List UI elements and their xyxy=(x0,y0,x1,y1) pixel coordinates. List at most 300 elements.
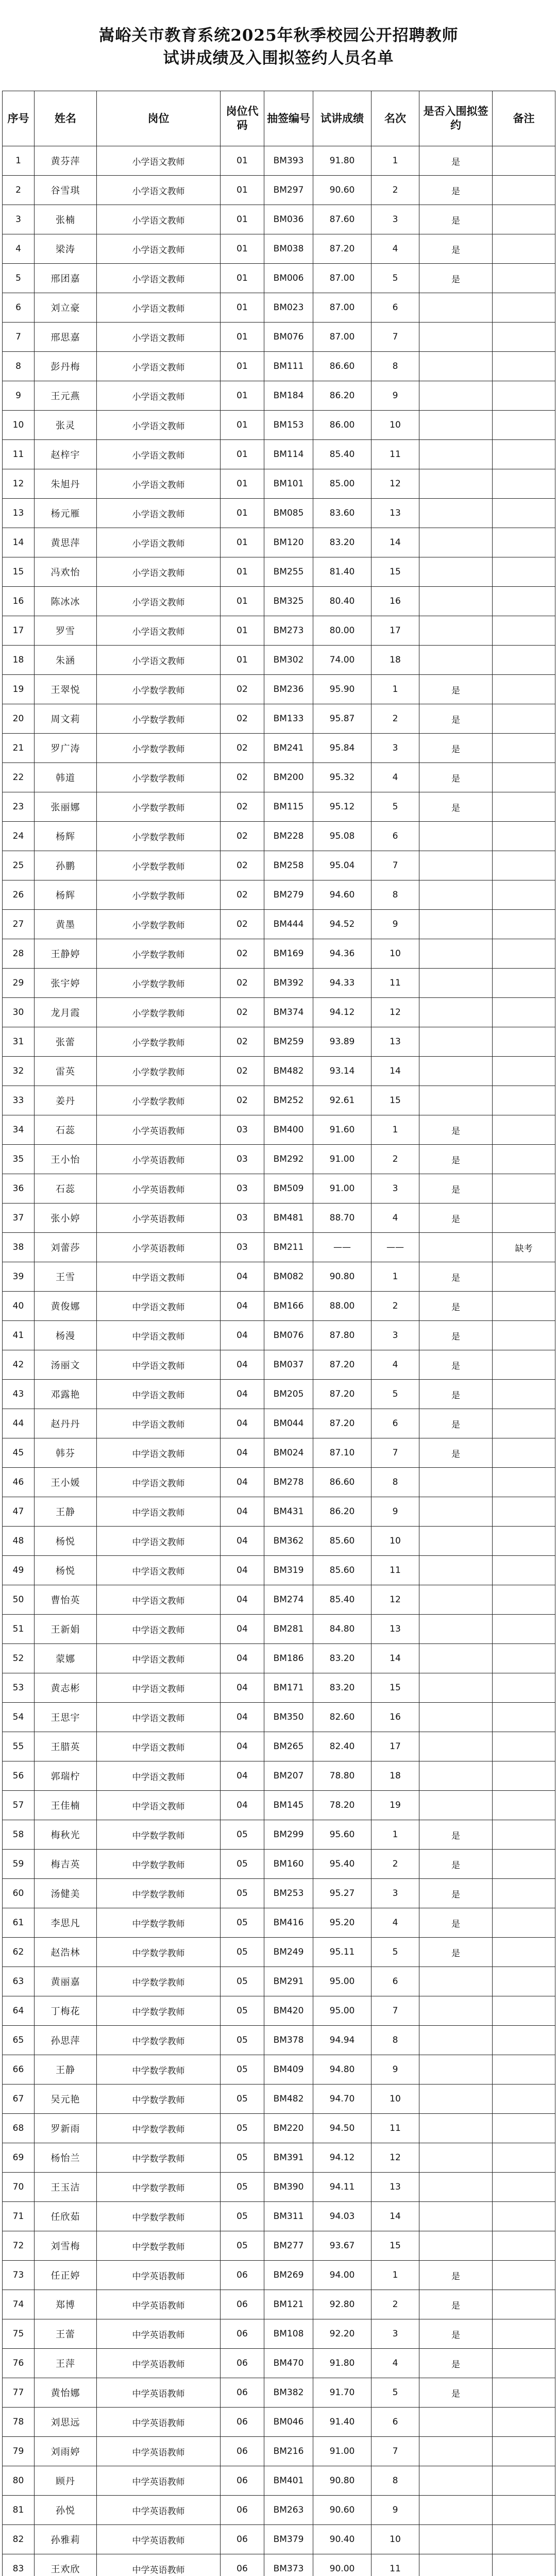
table-row xyxy=(3,998,555,1027)
cell-remark xyxy=(493,205,555,234)
table-row xyxy=(3,587,555,616)
cell-post: 小学数学教师 xyxy=(97,998,221,1027)
header-name: 姓名 xyxy=(35,91,97,146)
cell-index: 51 xyxy=(3,1615,35,1644)
cell-remark xyxy=(493,1497,555,1527)
cell-shortlisted xyxy=(419,1967,493,1996)
cell-score: 95.27 xyxy=(313,1879,372,1908)
cell-post-code: 02 xyxy=(221,969,264,998)
cell-post: 中学数学教师 xyxy=(97,2173,221,2202)
cell-post-code: 02 xyxy=(221,880,264,910)
cell-draw-no: BM211 xyxy=(264,1233,313,1262)
header-post: 岗位 xyxy=(97,91,221,146)
cell-post-code: 05 xyxy=(221,2114,264,2143)
cell-post: 中学语文教师 xyxy=(97,1527,221,1556)
cell-draw-no: BM311 xyxy=(264,2202,313,2231)
cell-name: 李思凡 xyxy=(35,1908,97,1938)
cell-rank: 7 xyxy=(372,2437,419,2466)
cell-name: 冯欢怡 xyxy=(35,557,97,587)
cell-name: 黄墨 xyxy=(35,910,97,939)
cell-score: 95.84 xyxy=(313,734,372,763)
cell-remark xyxy=(493,1086,555,1115)
cell-remark xyxy=(493,2084,555,2114)
table-row xyxy=(3,234,555,264)
cell-score: 87.20 xyxy=(313,1409,372,1438)
cell-score: 95.00 xyxy=(313,1967,372,1996)
cell-shortlisted: 是 xyxy=(419,1350,493,1380)
header-score: 试讲成绩 xyxy=(313,91,372,146)
cell-index: 25 xyxy=(3,851,35,880)
cell-shortlisted xyxy=(419,851,493,880)
cell-index: 71 xyxy=(3,2202,35,2231)
cell-name: 朱涵 xyxy=(35,646,97,675)
cell-remark xyxy=(493,2349,555,2378)
cell-shortlisted: 是 xyxy=(419,763,493,792)
cell-rank: 12 xyxy=(372,2143,419,2173)
cell-post: 中学语文教师 xyxy=(97,1703,221,1732)
cell-shortlisted xyxy=(419,646,493,675)
cell-score: 83.60 xyxy=(313,499,372,528)
cell-remark xyxy=(493,2437,555,2466)
cell-draw-no: BM120 xyxy=(264,528,313,557)
cell-name: 曹怡英 xyxy=(35,1585,97,1615)
cell-index: 46 xyxy=(3,1468,35,1497)
table-row xyxy=(3,2290,555,2319)
cell-score: 90.80 xyxy=(313,1262,372,1292)
cell-post: 中学英语教师 xyxy=(97,2437,221,2466)
cell-draw-no: BM184 xyxy=(264,381,313,411)
cell-draw-no: BM274 xyxy=(264,1585,313,1615)
cell-post: 中学英语教师 xyxy=(97,2554,221,2576)
cell-draw-no: BM085 xyxy=(264,499,313,528)
cell-shortlisted xyxy=(419,1086,493,1115)
cell-rank: 6 xyxy=(372,822,419,851)
header-remark: 备注 xyxy=(493,91,555,146)
cell-post: 中学数学教师 xyxy=(97,2055,221,2084)
cell-rank: 5 xyxy=(372,2378,419,2408)
table-row xyxy=(3,1027,555,1057)
cell-draw-no: BM006 xyxy=(264,264,313,293)
cell-post: 小学数学教师 xyxy=(97,969,221,998)
cell-shortlisted xyxy=(419,2143,493,2173)
cell-draw-no: BM259 xyxy=(264,1027,313,1057)
cell-post-code: 04 xyxy=(221,1585,264,1615)
cell-index: 66 xyxy=(3,2055,35,2084)
cell-shortlisted xyxy=(419,910,493,939)
cell-post-code: 06 xyxy=(221,2496,264,2525)
cell-score: 95.00 xyxy=(313,1996,372,2026)
cell-index: 9 xyxy=(3,381,35,411)
cell-post: 小学语文教师 xyxy=(97,264,221,293)
cell-draw-no: BM044 xyxy=(264,1409,313,1438)
cell-post-code: 02 xyxy=(221,851,264,880)
document-title xyxy=(0,0,557,91)
cell-index: 26 xyxy=(3,880,35,910)
cell-score: 86.00 xyxy=(313,411,372,440)
cell-draw-no: BM390 xyxy=(264,2173,313,2202)
cell-index: 43 xyxy=(3,1380,35,1409)
cell-name: 周文莉 xyxy=(35,704,97,734)
cell-post-code: 01 xyxy=(221,264,264,293)
cell-post-code: 01 xyxy=(221,146,264,176)
cell-draw-no: BM153 xyxy=(264,411,313,440)
cell-name: 黄俊娜 xyxy=(35,1292,97,1321)
cell-score: 94.70 xyxy=(313,2084,372,2114)
cell-score: 85.40 xyxy=(313,440,372,469)
cell-draw-no: BM114 xyxy=(264,440,313,469)
cell-post: 小学数学教师 xyxy=(97,763,221,792)
cell-rank: 9 xyxy=(372,2496,419,2525)
cell-name: 赵丹丹 xyxy=(35,1409,97,1438)
cell-name: 刘雨婷 xyxy=(35,2437,97,2466)
cell-score: 82.40 xyxy=(313,1732,372,1761)
cell-remark xyxy=(493,440,555,469)
cell-remark xyxy=(493,2202,555,2231)
cell-score: 90.60 xyxy=(313,2496,372,2525)
cell-draw-no: BM273 xyxy=(264,616,313,646)
cell-index: 21 xyxy=(3,734,35,763)
table-row xyxy=(3,1350,555,1380)
cell-score: 91.00 xyxy=(313,1174,372,1204)
cell-name: 孙鹏 xyxy=(35,851,97,880)
cell-draw-no: BM186 xyxy=(264,1644,313,1673)
table-row xyxy=(3,1380,555,1409)
table-row xyxy=(3,704,555,734)
cell-rank: 6 xyxy=(372,293,419,323)
cell-draw-no: BM220 xyxy=(264,2114,313,2143)
cell-shortlisted xyxy=(419,2408,493,2437)
cell-draw-no: BM024 xyxy=(264,1438,313,1468)
table-row xyxy=(3,1908,555,1938)
cell-post: 中学语文教师 xyxy=(97,1497,221,1527)
cell-remark xyxy=(493,734,555,763)
cell-shortlisted: 是 xyxy=(419,734,493,763)
cell-post: 小学语文教师 xyxy=(97,469,221,499)
cell-rank: 14 xyxy=(372,2202,419,2231)
table-row xyxy=(3,1321,555,1350)
cell-draw-no: BM255 xyxy=(264,557,313,587)
cell-remark xyxy=(493,939,555,969)
cell-rank: 2 xyxy=(372,2290,419,2319)
cell-score: 93.14 xyxy=(313,1057,372,1086)
cell-post-code: 02 xyxy=(221,704,264,734)
cell-shortlisted xyxy=(419,2114,493,2143)
cell-draw-no: BM420 xyxy=(264,1996,313,2026)
cell-draw-no: BM249 xyxy=(264,1938,313,1967)
cell-rank: 16 xyxy=(372,1703,419,1732)
cell-name: 刘思远 xyxy=(35,2408,97,2437)
cell-score: 94.50 xyxy=(313,2114,372,2143)
cell-draw-no: BM108 xyxy=(264,2319,313,2349)
table-row xyxy=(3,1732,555,1761)
cell-remark xyxy=(493,1996,555,2026)
cell-post: 小学语文教师 xyxy=(97,293,221,323)
cell-rank: 8 xyxy=(372,2026,419,2055)
cell-rank: 14 xyxy=(372,528,419,557)
cell-rank: 2 xyxy=(372,1850,419,1879)
cell-rank: 17 xyxy=(372,616,419,646)
cell-shortlisted xyxy=(419,1761,493,1791)
table-row xyxy=(3,1086,555,1115)
table-row xyxy=(3,1791,555,1820)
cell-score: 94.36 xyxy=(313,939,372,969)
cell-draw-no: BM145 xyxy=(264,1791,313,1820)
cell-draw-no: BM379 xyxy=(264,2525,313,2554)
table-body xyxy=(3,146,555,2576)
cell-score: 91.70 xyxy=(313,2378,372,2408)
cell-index: 80 xyxy=(3,2466,35,2496)
cell-post-code: 02 xyxy=(221,1086,264,1115)
cell-name: 杨悦 xyxy=(35,1527,97,1556)
cell-rank: 13 xyxy=(372,2173,419,2202)
cell-remark xyxy=(493,1879,555,1908)
cell-shortlisted xyxy=(419,2084,493,2114)
cell-remark xyxy=(493,2173,555,2202)
cell-post: 小学数学教师 xyxy=(97,910,221,939)
cell-shortlisted: 是 xyxy=(419,2349,493,2378)
cell-remark xyxy=(493,264,555,293)
cell-post-code: 01 xyxy=(221,176,264,205)
cell-name: 刘蕾莎 xyxy=(35,1233,97,1262)
cell-post-code: 05 xyxy=(221,2026,264,2055)
cell-post: 中学英语教师 xyxy=(97,2349,221,2378)
cell-rank: 1 xyxy=(372,1115,419,1145)
cell-post-code: 04 xyxy=(221,1615,264,1644)
table-row xyxy=(3,880,555,910)
cell-rank: 1 xyxy=(372,2261,419,2290)
cell-name: 王翠悦 xyxy=(35,675,97,704)
table-row xyxy=(3,2408,555,2437)
cell-rank: 15 xyxy=(372,557,419,587)
cell-rank: 2 xyxy=(372,1292,419,1321)
cell-shortlisted xyxy=(419,557,493,587)
cell-rank: 17 xyxy=(372,1732,419,1761)
table-row xyxy=(3,734,555,763)
cell-name: 王新娟 xyxy=(35,1615,97,1644)
cell-score: 78.80 xyxy=(313,1761,372,1791)
cell-remark xyxy=(493,2554,555,2576)
table-row xyxy=(3,2378,555,2408)
cell-draw-no: BM391 xyxy=(264,2143,313,2173)
cell-remark xyxy=(493,792,555,822)
cell-post: 中学语文教师 xyxy=(97,1438,221,1468)
cell-shortlisted: 是 xyxy=(419,1438,493,1468)
cell-shortlisted: 是 xyxy=(419,1850,493,1879)
cell-name: 龙月霞 xyxy=(35,998,97,1027)
cell-post-code: 04 xyxy=(221,1438,264,1468)
cell-score: 94.03 xyxy=(313,2202,372,2231)
cell-post: 中学数学教师 xyxy=(97,1938,221,1967)
cell-remark xyxy=(493,880,555,910)
cell-rank: 9 xyxy=(372,2055,419,2084)
cell-post-code: 05 xyxy=(221,2084,264,2114)
cell-post-code: 04 xyxy=(221,1497,264,1527)
cell-score: 95.08 xyxy=(313,822,372,851)
table-row xyxy=(3,2231,555,2261)
cell-index: 3 xyxy=(3,205,35,234)
cell-rank: 10 xyxy=(372,939,419,969)
cell-post: 中学语文教师 xyxy=(97,1321,221,1350)
cell-post-code: 02 xyxy=(221,910,264,939)
table-row xyxy=(3,792,555,822)
cell-score: 93.67 xyxy=(313,2231,372,2261)
cell-draw-no: BM382 xyxy=(264,2378,313,2408)
cell-post-code: 05 xyxy=(221,1908,264,1938)
cell-draw-no: BM444 xyxy=(264,910,313,939)
cell-post: 中学语文教师 xyxy=(97,1585,221,1615)
cell-name: 孙思萍 xyxy=(35,2026,97,2055)
cell-index: 68 xyxy=(3,2114,35,2143)
cell-post-code: 04 xyxy=(221,1644,264,1673)
cell-name: 王腊英 xyxy=(35,1732,97,1761)
cell-remark xyxy=(493,2231,555,2261)
cell-rank: 7 xyxy=(372,851,419,880)
cell-name: 陈冰冰 xyxy=(35,587,97,616)
cell-score: 84.80 xyxy=(313,1615,372,1644)
cell-shortlisted xyxy=(419,528,493,557)
cell-rank: 12 xyxy=(372,998,419,1027)
cell-name: 王蕾 xyxy=(35,2319,97,2349)
cell-post: 小学数学教师 xyxy=(97,822,221,851)
cell-index: 56 xyxy=(3,1761,35,1791)
cell-shortlisted: 是 xyxy=(419,2261,493,2290)
cell-name: 张宇婷 xyxy=(35,969,97,998)
cell-draw-no: BM171 xyxy=(264,1673,313,1703)
cell-post: 小学语文教师 xyxy=(97,234,221,264)
cell-post-code: 02 xyxy=(221,1057,264,1086)
cell-draw-no: BM277 xyxy=(264,2231,313,2261)
cell-score: 92.20 xyxy=(313,2319,372,2349)
cell-shortlisted: 是 xyxy=(419,792,493,822)
table-row xyxy=(3,1527,555,1556)
cell-name: 杨辉 xyxy=(35,880,97,910)
cell-score: 95.12 xyxy=(313,792,372,822)
cell-post: 中学数学教师 xyxy=(97,2143,221,2173)
cell-draw-no: BM200 xyxy=(264,763,313,792)
cell-rank: 1 xyxy=(372,675,419,704)
cell-index: 8 xyxy=(3,352,35,381)
cell-rank: 4 xyxy=(372,1908,419,1938)
cell-post: 小学语文教师 xyxy=(97,381,221,411)
cell-shortlisted: 是 xyxy=(419,1938,493,1967)
table-row xyxy=(3,2055,555,2084)
cell-draw-no: BM258 xyxy=(264,851,313,880)
cell-draw-no: BM292 xyxy=(264,1145,313,1174)
cell-remark xyxy=(493,1262,555,1292)
table-row xyxy=(3,1703,555,1732)
cell-index: 42 xyxy=(3,1350,35,1380)
cell-score: 94.80 xyxy=(313,2055,372,2084)
cell-remark xyxy=(493,851,555,880)
cell-shortlisted xyxy=(419,1615,493,1644)
cell-post: 小学语文教师 xyxy=(97,440,221,469)
cell-rank: 6 xyxy=(372,2408,419,2437)
cell-score: 94.00 xyxy=(313,2261,372,2290)
cell-shortlisted: 是 xyxy=(419,1908,493,1938)
cell-remark xyxy=(493,1409,555,1438)
cell-draw-no: BM374 xyxy=(264,998,313,1027)
cell-shortlisted xyxy=(419,616,493,646)
cell-post-code: 03 xyxy=(221,1204,264,1233)
header-draw-no: 抽签编号 xyxy=(264,91,313,146)
cell-rank: 18 xyxy=(372,646,419,675)
cell-draw-no: BM482 xyxy=(264,1057,313,1086)
cell-index: 67 xyxy=(3,2084,35,2114)
cell-name: 罗新雨 xyxy=(35,2114,97,2143)
cell-index: 45 xyxy=(3,1438,35,1468)
cell-remark xyxy=(493,146,555,176)
cell-index: 70 xyxy=(3,2173,35,2202)
cell-post-code: 01 xyxy=(221,293,264,323)
cell-post: 中学语文教师 xyxy=(97,1761,221,1791)
cell-score: 87.80 xyxy=(313,1321,372,1350)
cell-name: 丁梅花 xyxy=(35,1996,97,2026)
table-row xyxy=(3,1673,555,1703)
cell-post-code: 04 xyxy=(221,1468,264,1497)
cell-draw-no: BM409 xyxy=(264,2055,313,2084)
cell-rank: 15 xyxy=(372,1086,419,1115)
cell-post: 中学数学教师 xyxy=(97,2114,221,2143)
cell-remark xyxy=(493,1703,555,1732)
cell-name: 王小怡 xyxy=(35,1145,97,1174)
cell-remark xyxy=(493,1556,555,1585)
cell-rank: 10 xyxy=(372,1527,419,1556)
cell-name: 任欣茹 xyxy=(35,2202,97,2231)
cell-name: 韩道 xyxy=(35,763,97,792)
cell-score: —— xyxy=(313,1233,372,1262)
table-row xyxy=(3,1468,555,1497)
cell-post-code: 06 xyxy=(221,2378,264,2408)
cell-post: 中学数学教师 xyxy=(97,1967,221,1996)
cell-draw-no: BM302 xyxy=(264,646,313,675)
cell-post-code: 01 xyxy=(221,616,264,646)
cell-rank: 9 xyxy=(372,910,419,939)
cell-index: 78 xyxy=(3,2408,35,2437)
cell-post-code: 02 xyxy=(221,998,264,1027)
cell-remark xyxy=(493,587,555,616)
cell-post: 中学语文教师 xyxy=(97,1262,221,1292)
cell-name: 孙雅莉 xyxy=(35,2525,97,2554)
cell-shortlisted xyxy=(419,499,493,528)
cell-index: 77 xyxy=(3,2378,35,2408)
cell-draw-no: BM269 xyxy=(264,2261,313,2290)
cell-score: 83.20 xyxy=(313,1644,372,1673)
cell-remark xyxy=(493,469,555,499)
cell-score: 78.20 xyxy=(313,1791,372,1820)
cell-post-code: 04 xyxy=(221,1350,264,1380)
cell-score: 94.52 xyxy=(313,910,372,939)
cell-post-code: 02 xyxy=(221,939,264,969)
table-header xyxy=(3,91,555,146)
cell-rank: 1 xyxy=(372,1820,419,1850)
table-row xyxy=(3,2319,555,2349)
cell-remark xyxy=(493,176,555,205)
cell-draw-no: BM265 xyxy=(264,1732,313,1761)
cell-index: 60 xyxy=(3,1879,35,1908)
cell-score: 74.00 xyxy=(313,646,372,675)
cell-name: 王雪 xyxy=(35,1262,97,1292)
cell-draw-no: BM319 xyxy=(264,1556,313,1585)
cell-post-code: 06 xyxy=(221,2349,264,2378)
cell-shortlisted xyxy=(419,1556,493,1585)
cell-remark xyxy=(493,234,555,264)
cell-index: 23 xyxy=(3,792,35,822)
cell-post: 小学英语教师 xyxy=(97,1115,221,1145)
cell-index: 17 xyxy=(3,616,35,646)
cell-remark xyxy=(493,1967,555,1996)
cell-score: 82.60 xyxy=(313,1703,372,1732)
cell-rank: 4 xyxy=(372,2349,419,2378)
